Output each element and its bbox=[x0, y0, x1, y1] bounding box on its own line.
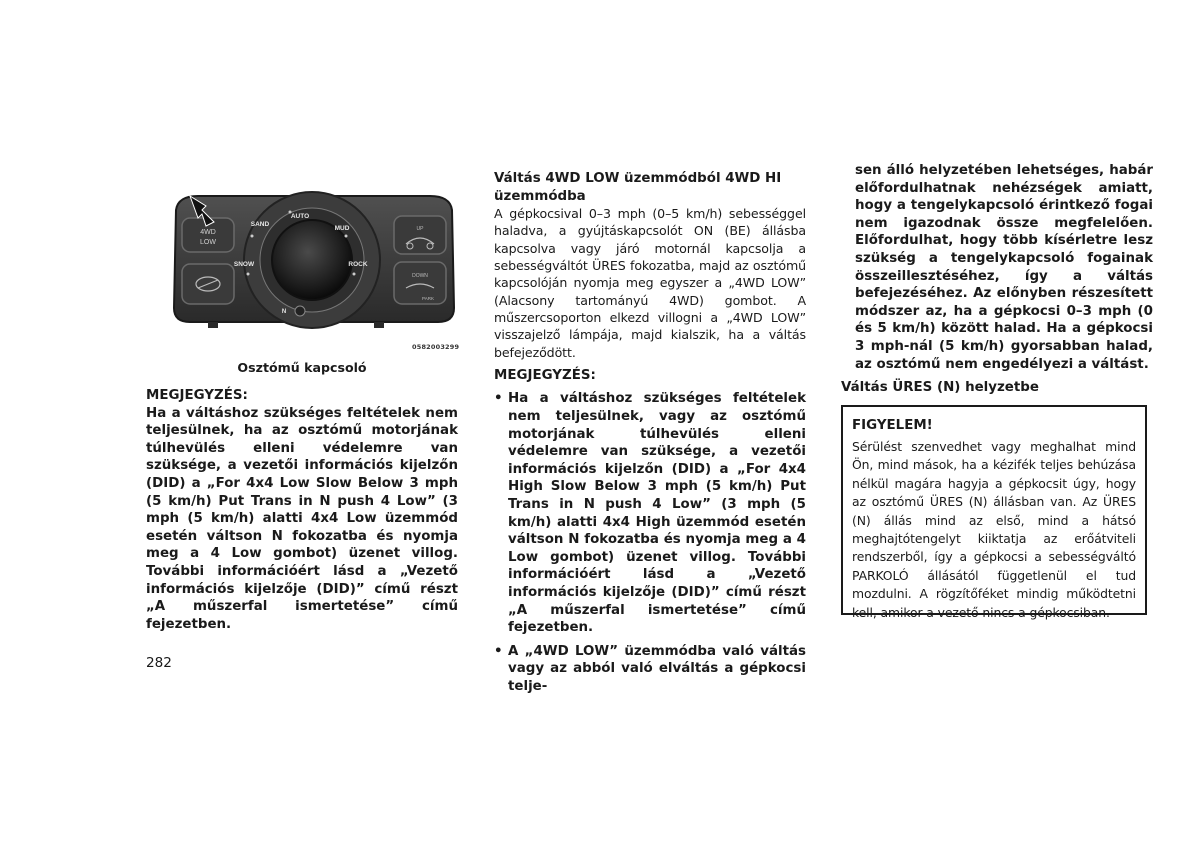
figure-code: 0582003299 bbox=[412, 343, 460, 351]
note-heading: MEGJEGYZÉS: bbox=[494, 367, 596, 383]
page-number: 282 bbox=[146, 655, 172, 671]
column-2 bbox=[494, 170, 806, 696]
svg-text:4WD: 4WD bbox=[200, 229, 216, 236]
svg-text:AUTO: AUTO bbox=[290, 213, 310, 220]
suspension-down-button bbox=[394, 262, 446, 304]
neutral-button bbox=[295, 306, 305, 316]
figure-caption: Osztómű kapcsoló bbox=[237, 360, 367, 375]
transfer-case-switch-figure bbox=[168, 188, 460, 350]
selector-knob bbox=[272, 220, 352, 300]
svg-text:ROCK: ROCK bbox=[348, 261, 368, 268]
column-1 bbox=[146, 387, 458, 633]
svg-text:DOWN: DOWN bbox=[412, 273, 428, 279]
svg-text:N: N bbox=[281, 309, 287, 315]
list-item: • A „4WD LOW” üzemmódba való váltás vagy az abból való elváltás a gépkocsi telje- bbox=[494, 643, 806, 694]
svg-text:UP: UP bbox=[416, 226, 424, 232]
svg-text:PARK: PARK bbox=[422, 296, 434, 301]
suspension-up-button bbox=[394, 216, 446, 254]
section-paragraph: A gépkocsival 0–3 mph (0–5 km/h) sebességgel haladva, a gyújtáskapcsolót ON (BE) állásba kapcsolva vagy járó motornál kapcsolja a sebességváltót ÜRES fokozatba, majd az osztómű kapcsolóján nyomja meg egyszer a „4WD LOW” (Alacsony tartományú 4WD) gombot. A műszercsoporton elkezd villogni a „4WD LOW” visszajelző lámpája, majd kialszik, ha a váltás befejeződött. bbox=[494, 206, 806, 360]
note-heading: MEGJEGYZÉS: bbox=[146, 388, 248, 403]
warning-text: Sérülést szenvedhet vagy meghalhat mind Ön, mind mások, ha a kézifék teljes behúzása nélkül magára hagyja a gépkocsit úgy, hogy az osztómű ÜRES (N) állásban van. Az ÜRES (N) állás mind az első, mind a hátsó meghajtótengelyt kiiktatja az erőátviteli rendszerből, így a gépkocsi a sebességváltó PARKOLÓ állásától függetlenül el tud mozdulni. A rögzítőféket mindig működtetni kell, amikor a vezető nincs a gépkocsiban. bbox=[852, 439, 1136, 620]
svg-text:MUD: MUD bbox=[334, 225, 350, 232]
note-bullets bbox=[494, 390, 806, 695]
svg-text:SAND: SAND bbox=[250, 221, 270, 228]
continued-bullet-text: sen álló helyzetében lehetséges, habár előfordulhatnak nehézségek amiatt, hogy a tengelykapcsoló érintkező fogai nem igazodnak össze megfelelően. Előfordulhat, hogy több kísérletre lesz szükség a tengelykapcsoló fogainak összeillesztéséhez, így a váltás befejezéséhez. Az előnyben részesített módszer az, ha a gépkocsi 0–3 mph (0 és 5 km/h) között halad. Ha a gépkocsi 3 mph-nál (5 km/h) gyorsabban halad, az osztómű nem engedélyezi a váltást. bbox=[855, 163, 1153, 372]
section-heading: Váltás ÜRES (N) helyzetbe bbox=[841, 380, 1039, 396]
note-text: Ha a váltáshoz szükséges feltételek nem teljesülnek, ha az osztómű motorjának túlhevülés elleni védelemre van szüksége, a vezetői információs kijelzőn (DID) a „For 4x4 Low Slow Below 3 mph (5 km/h) Put Trans in N push 4 Low” (3 mph (5 km/h) alatti 4x4 Low üzemmód esetén váltson N fokozatba és nyomja meg a 4 Low gombot) üzenet villog. További információért lásd a „Vezető információs kijelzője (DID)” című részt „A műszerfal ismertetése” című fejezetben. bbox=[146, 405, 458, 632]
warning-box bbox=[841, 405, 1147, 620]
section-heading: Váltás 4WD LOW üzemmódból 4WD HI üzemmódba bbox=[494, 171, 782, 204]
svg-text:SNOW: SNOW bbox=[233, 261, 255, 268]
svg-text:LOW: LOW bbox=[200, 239, 216, 246]
warning-title: FIGYELEM! bbox=[852, 418, 933, 433]
tire-pressure-button bbox=[182, 264, 234, 304]
column-3 bbox=[841, 162, 1153, 397]
list-item: • Ha a váltáshoz szükséges feltételek nem teljesülnek, vagy az osztómű motorjának túlhevülés elleni védelemre van szüksége, a vezetői információs kijelzőn (DID) a „For 4x4 High Slow Below 3 mph (5 km/h) Put Trans in N push 4 Low” (3 mph (5 km/h) alatti 4x4 High üzemmód esetén váltson N fokozatba és nyomja meg a 4 Low gombot) üzenet villog. További információért lásd a „Vezető információs kijelzője (DID)” című részt „A műszerfal ismertetése” című fejezetben. bbox=[494, 391, 806, 636]
